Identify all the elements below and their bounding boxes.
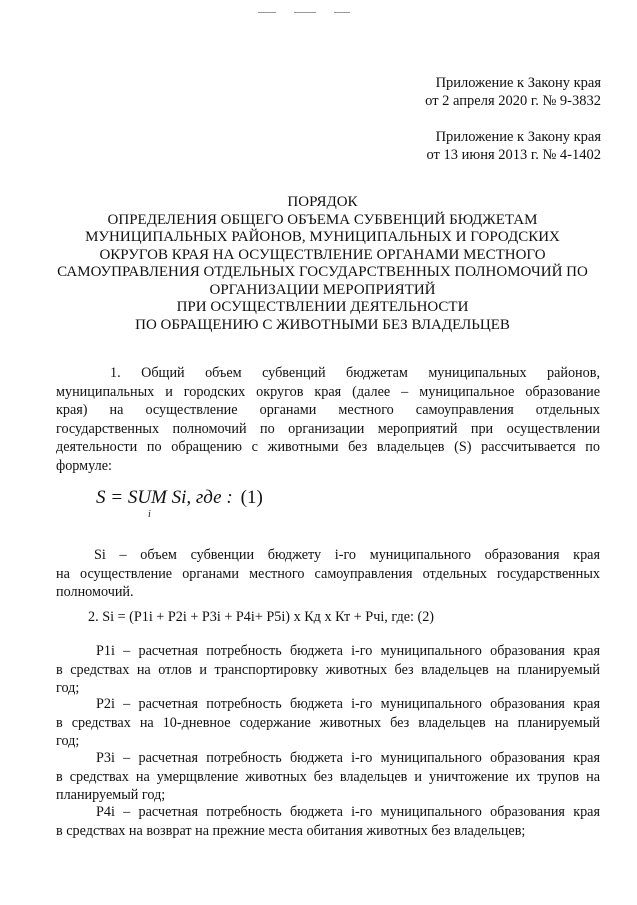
title-line: ПО ОБРАЩЕНИЮ С ЖИВОТНЫМИ БЕЗ ВЛАДЕЛЬЦЕВ — [135, 316, 510, 333]
text-line: государственных полномочий по организации мероприятий при осуществлении — [56, 420, 600, 437]
text-line: полномочий. — [56, 584, 134, 600]
text-line: год; — [56, 680, 80, 696]
title-line: САМОУПРАВЛЕНИЯ ОТДЕЛЬНЫХ ГОСУДАРСТВЕННЫХ ПОЛНОМОЧИЙ ПО — [57, 264, 588, 280]
annex-date-line: от 2 апреля 2020 г. № 9-3832 — [425, 93, 601, 109]
annex-note-current — [425, 74, 601, 110]
text-line: P3i – расчетная потребность бюджета i-го муниципального образования края — [96, 750, 600, 766]
title-line: ОПРЕДЕЛЕНИЯ ОБЩЕГО ОБЪЕМА СУБВЕНЦИЙ БЮДЖЕТАМ — [107, 211, 538, 228]
scan-artifact — [258, 0, 368, 4]
formula-1 — [96, 487, 263, 520]
annex-line: Приложение к Закону края — [435, 75, 601, 91]
text-line: формуле: — [56, 457, 112, 474]
paragraph-1 — [56, 364, 600, 475]
text-line: края) на осуществление органами местного самоуправления отдельных — [56, 402, 600, 418]
paragraph-p2i — [56, 695, 600, 751]
paragraph-p1i — [56, 642, 600, 698]
paragraph-p4i — [56, 803, 600, 840]
formula-number: (1) — [240, 487, 263, 508]
text-line: муниципальных и городских округов края (далее – муниципальное образование — [56, 383, 600, 400]
annex-note-original — [426, 128, 601, 164]
text-line: P2i – расчетная потребность бюджета i-го муниципального образования края — [96, 696, 600, 712]
title-line: ОРГАНИЗАЦИИ МЕРОПРИЯТИЙ — [209, 281, 436, 298]
text-line: P4i – расчетная потребность бюджета i-го муниципального образования края — [96, 804, 600, 820]
document-title — [40, 194, 605, 334]
annex-line: Приложение к Закону края — [435, 129, 601, 145]
title-line: ПОРЯДОК — [287, 194, 358, 210]
paragraph-si — [56, 546, 600, 602]
text-line: на осуществление органами местного самоуправления отдельных государственных — [56, 565, 600, 582]
title-line: МУНИЦИПАЛЬНЫХ РАЙОНОВ, МУНИЦИПАЛЬНЫХ И ГОРОДСКИХ — [85, 229, 560, 245]
paragraph-p3i — [56, 749, 600, 805]
text-line: в средствах на возврат на прежние места обитания животных без владельцев; — [56, 822, 526, 839]
text-line: Si – объем субвенции бюджету i-го муниципального образования края — [94, 547, 600, 563]
annex-date-line: от 13 июня 2013 г. № 4-1402 — [426, 147, 601, 163]
text-line: в средствах на отлов и транспортировку животных без владельцев на планируемый — [56, 661, 600, 678]
text-line: в средствах на умерщвление животных без владельцев и уничтожение их трупов на — [56, 768, 600, 785]
text-line: в средствах на 10-дневное содержание животных без владельцев на планируемый — [56, 714, 600, 731]
title-line: ОКРУГОВ КРАЯ НА ОСУЩЕСТВЛЕНИЕ ОРГАНАМИ МЕСТНОГО — [99, 246, 546, 263]
text-line: 2. Si = (P1i + P2i + P3i + P4i+ P5i) х Кд х Кт + Рчi, где: (2) — [88, 609, 435, 625]
formula-expression: S = SUM Si, где : — [96, 487, 233, 508]
text-line: деятельности по обращению с животными без владельцев (S) рассчитывается по — [56, 439, 600, 455]
text-line: планируемый год; — [56, 787, 166, 803]
paragraph-formula-2 — [56, 608, 600, 627]
title-line: ПРИ ОСУЩЕСТВЛЕНИИ ДЕЯТЕЛЬНОСТИ — [176, 299, 469, 315]
text-line: год; — [56, 733, 80, 749]
text-line: P1i – расчетная потребность бюджета i-го муниципального образования края — [96, 643, 600, 659]
formula-subscript: i — [148, 509, 151, 520]
text-line: 1. Общий объем субвенций бюджетам муниципальных районов, — [110, 365, 600, 381]
